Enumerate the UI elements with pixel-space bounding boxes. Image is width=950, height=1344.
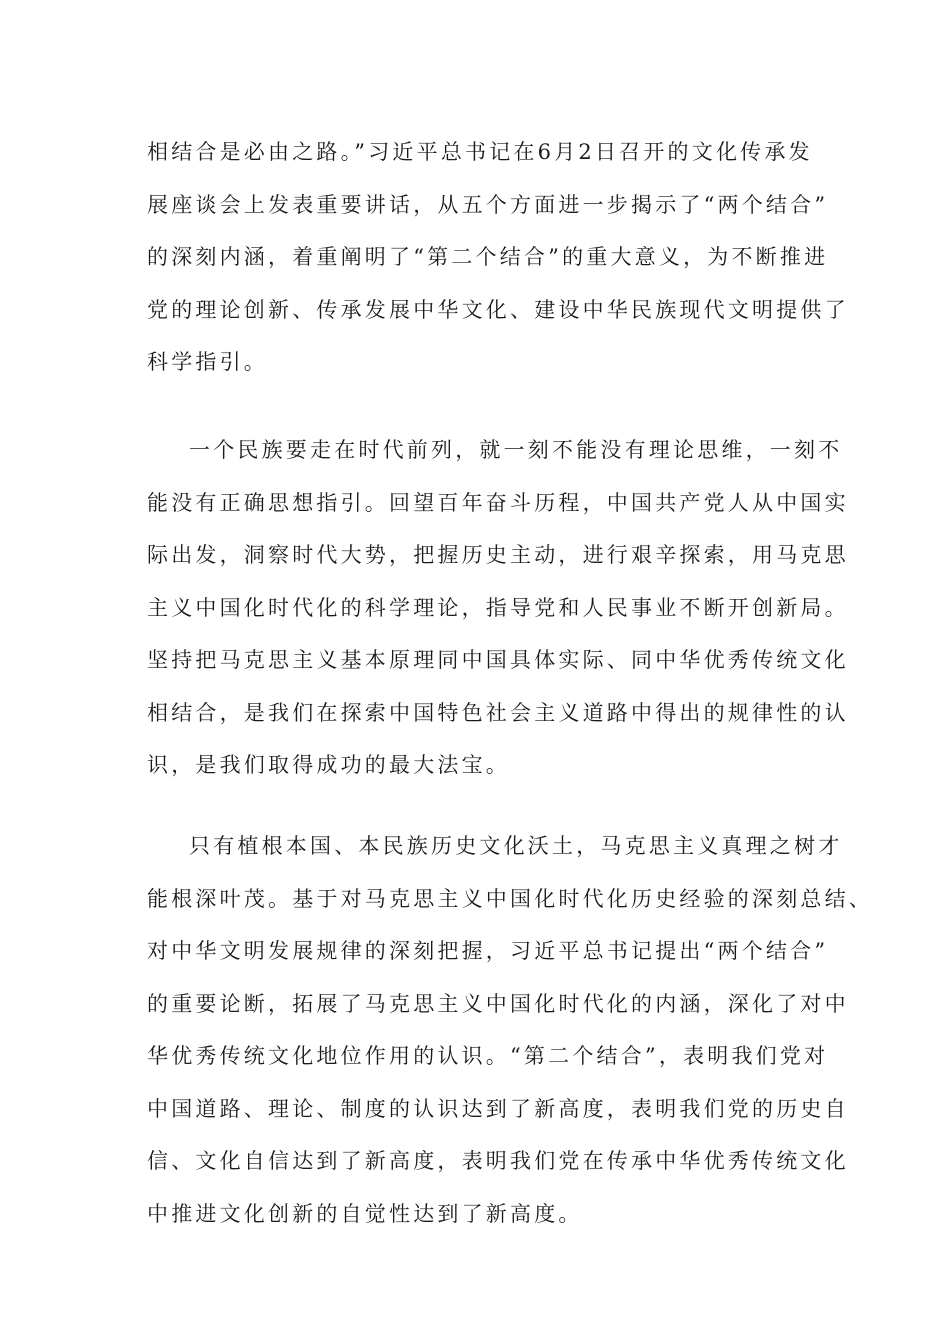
paragraph-second-combination <box>147 820 873 1240</box>
text-line: 坚持把马克思主义基本原理同中国具体实际、同中华优秀传统文化 <box>147 648 849 672</box>
text-line: 信、文化自信达到了新高度，表明我们党在传承中华优秀传统文化 <box>147 1149 849 1173</box>
text-line: 识，是我们取得成功的最大法宝。 <box>147 753 510 777</box>
text-line: 主义中国化时代化的科学理论，指导党和人民事业不断开创新局。 <box>147 595 849 620</box>
text-line: 的深刻内涵，着重阐明了“第二个结合”的重大意义，为不断推进 <box>147 245 829 269</box>
text-line: 科学指引。 <box>147 350 268 374</box>
text-line: 对中华文明发展规律的深刻把握，习近平总书记提出“两个结合” <box>147 939 829 963</box>
text-line: 中国道路、理论、制度的认识达到了新高度，表明我们党的历史自 <box>147 1096 849 1121</box>
text-line-indented: 一个民族要走在时代前列，就一刻不能没有理论思维，一刻不 <box>189 438 843 462</box>
text-line-indented: 只有植根本国、本民族历史文化沃土，马克思主义真理之树才 <box>189 834 843 858</box>
text-line: 际出发，洞察时代大势，把握历史主动，进行艰辛探索，用马克思 <box>147 543 849 567</box>
text-line: 的重要论断，拓展了马克思主义中国化时代化的内涵，深化了对中 <box>147 991 849 1016</box>
text-line: 华优秀传统文化地位作用的认识。“第二个结合”，表明我们党对 <box>147 1044 829 1068</box>
text-line: 中推进文化创新的自觉性达到了新高度。 <box>147 1201 583 1226</box>
text-line: 相结合，是我们在探索中国特色社会主义道路中得出的规律性的认 <box>147 700 849 725</box>
text-line: 能没有正确思想指引。回望百年奋斗历程，中国共产党人从中国实 <box>147 490 849 515</box>
text-line: 党的理论创新、传承发展中华文化、建设中华民族现代文明提供了 <box>147 297 849 322</box>
text-line: 相结合是必由之路。”习近平总书记在6月2日召开的文化传承发 <box>147 140 813 164</box>
text-line: 能根深叶茂。基于对马克思主义中国化时代化历史经验的深刻总结、 <box>147 886 873 911</box>
paragraph-continuation <box>147 126 849 389</box>
text-line: 展座谈会上发表重要讲话，从五个方面进一步揭示了“两个结合” <box>147 192 829 217</box>
paragraph-theory-thinking <box>147 424 849 792</box>
